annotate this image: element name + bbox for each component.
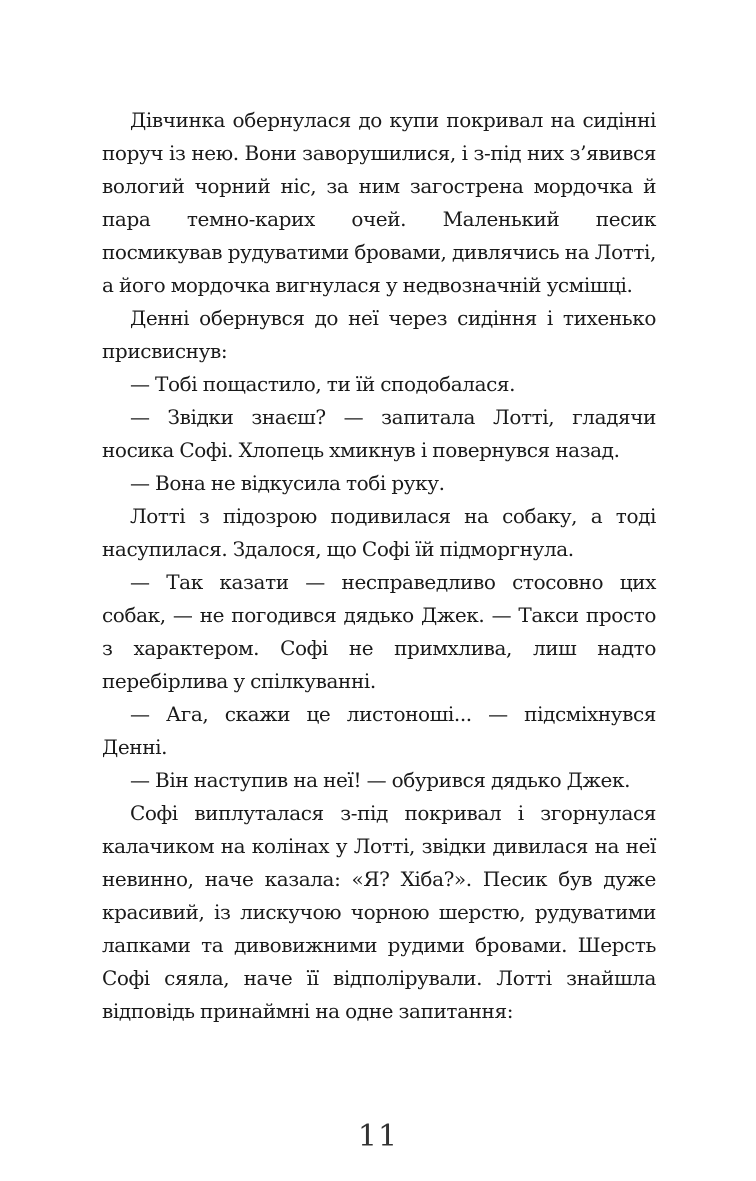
paragraph: Софі виплуталася з-під покривал і згорнулася калачиком на колінах у Лотті, звідки дивилася на неї невинно, наче казала: «Я? Хіба?». Песик був дуже красивий, із лискучою чорною шерстю, рудуватими лапками та дивовижними рудими бровами. Шерсть Софі сяяла, наче її відполірували. Лотті знайшла відповідь принаймні на одне запитання: <box>102 801 656 1023</box>
body-text <box>102 104 656 1028</box>
paragraph: — Так казати — несправедливо стосовно цих собак, — не погодився дядько Джек. — Такси просто з характером. Софі не примхлива, лиш надто перебірлива у спілкуванні. <box>102 570 656 693</box>
paragraph: — Звідки знаєш? — запитала Лотті, гладячи носика Софі. Хлопець хмикнув і повернувся назад. <box>102 405 656 462</box>
paragraph: Денні обернувся до неї через сидіння і тихенько присвиснув: <box>102 306 656 363</box>
paragraph: — Ага, скажи це листоноші... — підсміхнувся Денні. <box>102 702 656 759</box>
paragraph: — Тобі пощастило, ти їй сподобалася. <box>130 372 516 396</box>
paragraph: Дівчинка обернулася до купи покривал на сидінні поруч із нею. Вони заворушилися, і з-під них з’явився вологий чорний ніс, за ним загострена мордочка й пара темно-карих очей. Маленький песик посмикував рудуватими бровами, дивлячись на Лотті, а його мордочка вигнулася у недвозначній усмішці. <box>102 108 656 297</box>
page-number: 11 <box>357 1119 399 1154</box>
paragraph: — Він наступив на неї! — обурився дядько Джек. <box>130 768 631 792</box>
paragraph: — Вона не відкусила тобі руку. <box>130 471 445 495</box>
paragraph: Лотті з підозрою подивилася на собаку, а тоді насупилася. Здалося, що Софі їй підморгнула. <box>102 504 656 561</box>
